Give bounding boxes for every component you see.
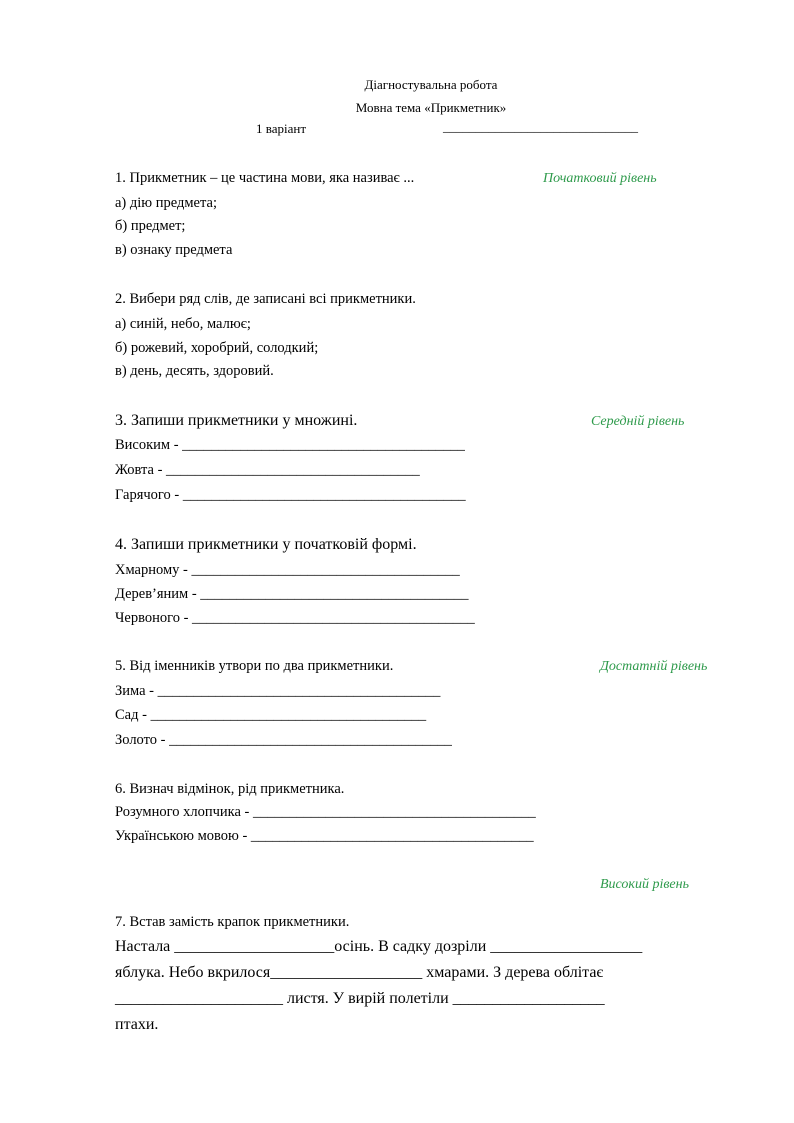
task-6-line-2: Українською мовою - _______________________________________ [115,828,534,844]
task-7-line-2: яблука. Небо вкрилося___________________ хмарами. З дерева облітає [115,964,604,981]
task-1-option-a: а) дію предмета; [115,195,217,211]
task-7-line-4: птахи. [115,1016,159,1033]
task-4-line-1: Хмарному - _____________________________________ [115,562,460,578]
worksheet-subtitle: Мовна тема «Прикметник» [355,100,507,115]
level-sufficient-label: Достатній рівень [600,659,708,674]
task-1-question: 1. Прикметник – це частина мови, яка називає ... [115,170,415,186]
name-blank: ______________________________ [443,119,638,134]
task-5-line-2: Сад - ______________________________________ [115,707,427,723]
task-2-option-b: б) рожевий, хоробрий, солодкий; [115,340,319,356]
task-5-line-3: Золото - _______________________________________ [115,732,452,748]
task-5-question: 5. Від іменників утвори по два прикметники. [115,658,394,674]
level-high-label: Високий рівень [600,877,689,892]
variant-label: 1 варіант [256,121,307,136]
task-3-line-2: Жовта - ___________________________________ [115,462,420,478]
task-5-line-1: Зима - _______________________________________ [115,683,441,699]
level-middle-label: Середній рівень [591,414,685,429]
task-7-question: 7. Встав замість крапок прикметники. [115,914,350,930]
task-3-question: 3. Запиши прикметники у множині. [115,412,358,429]
task-2-question: 2. Вибери ряд слів, де записані всі прикметники. [115,291,416,307]
level-initial-label: Початковий рівень [543,171,657,186]
worksheet-title: Діагностувальна робота [364,77,498,92]
task-4-line-3: Червоного - _______________________________________ [115,610,475,626]
task-4-question: 4. Запиши прикметники у початковій формі. [115,536,417,553]
task-7-line-1: Настала ____________________осінь. В садку дозріли ___________________ [115,938,643,955]
task-2-option-c: в) день, десять, здоровий. [115,363,274,379]
task-2-option-a: а) синій, небо, малює; [115,316,251,332]
task-6-line-1: Розумного хлопчика - _______________________________________ [115,804,536,820]
task-3-line-3: Гарячого - _______________________________________ [115,487,466,503]
task-3-line-1: Високим - _______________________________________ [115,437,465,453]
task-1-option-b: б) предмет; [115,218,186,234]
task-6-question: 6. Визнач відмінок, рід прикметника. [115,781,345,797]
task-4-line-2: Дерев’яним - _____________________________________ [115,586,469,602]
task-1-option-c: в) ознаку предмета [115,242,233,258]
task-7-line-3: _____________________ листя. У вирій полетіли ___________________ [115,990,605,1007]
